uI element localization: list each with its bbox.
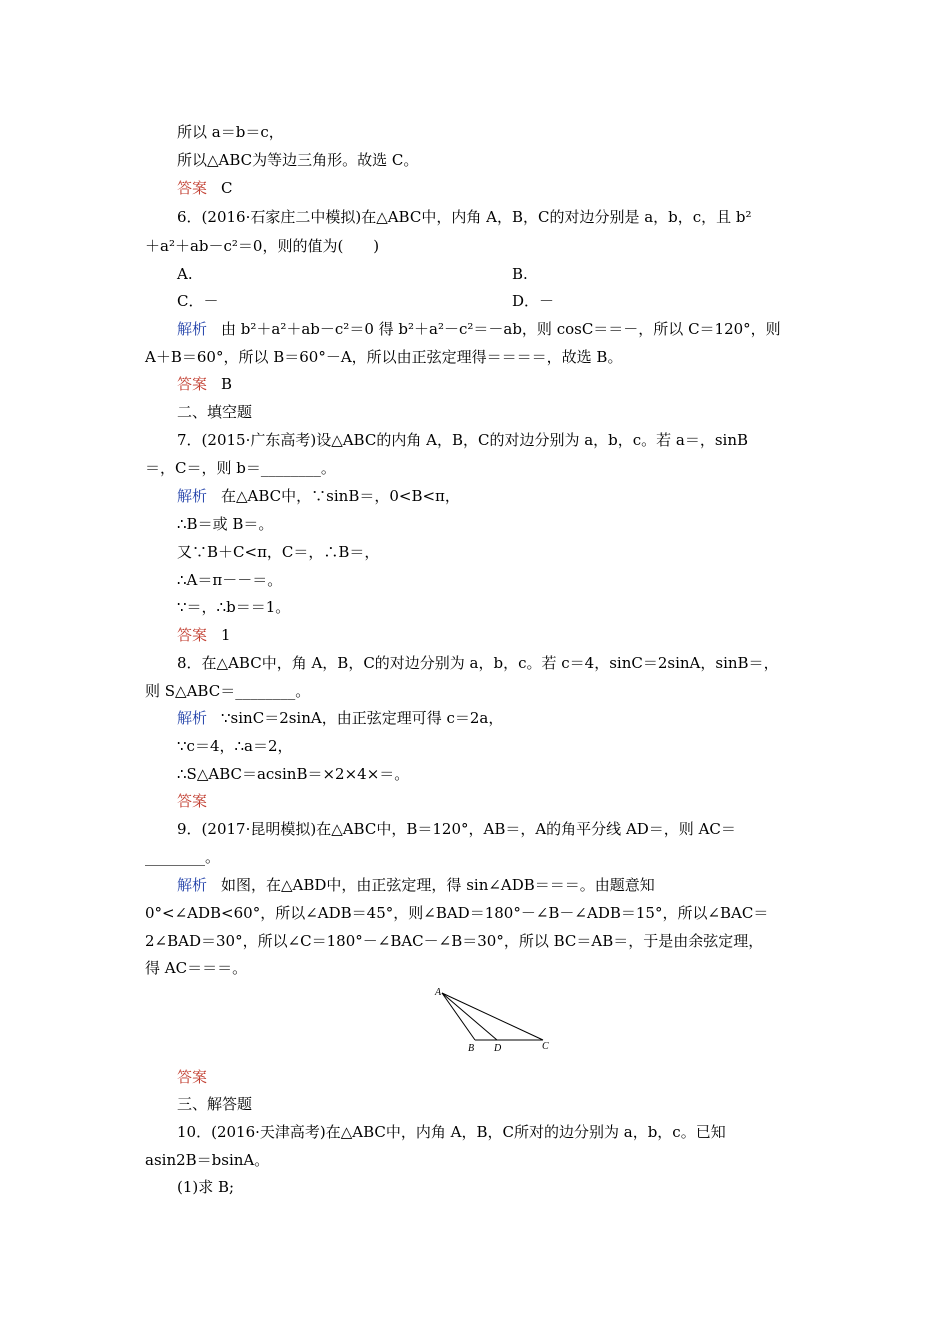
solution-8-line-2: ∵c＝4，∴a＝2，: [177, 737, 293, 755]
question-6-line-1: 6．(2016·石家庄二中模拟)在△ABC中，内角 A，B，C的对边分别是 a，b，c，且 b²: [177, 208, 752, 226]
question-8-line-2: 则 S△ABC＝________。: [145, 682, 311, 700]
question-9-line-2: ________。: [145, 848, 221, 866]
solution-label: 解析: [177, 876, 208, 894]
answer-label: 答案: [177, 179, 208, 197]
solution-8-line-3: ∴S△ABC＝acsinB＝×2×4×＝。: [177, 765, 410, 783]
question-6-line-2: ＋a²＋ab－c²＝0，则的值为( ): [145, 237, 380, 255]
solution-text: 如图，在△ABD中，由正弦定理，得 sin∠ADB＝＝＝。由题意知: [221, 876, 655, 894]
section-heading: 三、解答题: [177, 1095, 253, 1113]
vertex-label-c: C: [542, 1041, 549, 1052]
triangle-figure: [430, 985, 560, 1053]
answer-label: 答案: [177, 1068, 208, 1086]
solution-7-line-4: ∴A＝π－－＝。: [177, 571, 283, 589]
solution-text: 在△ABC中，∵sinB＝，0<B<π，: [221, 487, 460, 505]
options-row: [177, 264, 737, 284]
solution-text: ∵sinC＝2sinA，由正弦定理可得 c＝2a，: [221, 709, 504, 727]
question-7-line-2: ＝，C＝，则 b＝________。: [145, 459, 336, 477]
option-d: D．－: [512, 292, 555, 310]
solution-label: 解析: [177, 487, 208, 505]
question-10-line-3: (1)求 B;: [177, 1178, 235, 1196]
option-c: C．－: [177, 292, 219, 310]
question-7-line-1: 7．(2015·广东高考)设△ABC的内角 A，B，C的对边分别为 a，b，c。若 a＝，sinB: [177, 431, 749, 449]
solution-label: 解析: [177, 320, 208, 338]
answer-value: B: [221, 375, 233, 393]
solution-7-line-5: ∵＝，∴b＝＝1。: [177, 598, 291, 616]
solution-9-line-3: 2∠BAD＝30°，所以∠C＝180°－∠BAC－∠B＝30°，所以 BC＝AB＝，于是由余弦定理，: [145, 932, 764, 950]
options-row: [177, 291, 737, 311]
answer-value: 1: [221, 626, 231, 644]
solution-7-line-3: 又∵B＋C<π，C＝，∴B＝，: [177, 543, 380, 561]
solution-7-line-2: ∴B＝或 B＝。: [177, 515, 274, 533]
solution-9-line-2: 0°<∠ADB<60°，所以∠ADB＝45°，则∠BAD＝180°－∠B－∠ADB＝15°，所以∠BAC＝: [145, 904, 769, 922]
answer-line: [177, 178, 233, 198]
answer-label: 答案: [177, 792, 208, 810]
option-a: A.: [177, 265, 193, 283]
option-b: B.: [512, 265, 528, 283]
vertex-label-d: D: [494, 1043, 502, 1053]
solution-label: 解析: [177, 709, 208, 727]
answer-value: C: [221, 179, 233, 197]
answer-line: [177, 625, 231, 645]
solution-8-line-1: [177, 708, 503, 728]
solution-9-line-1: [177, 875, 655, 895]
answer-line: [177, 374, 232, 394]
solution-6-line-2: A＋B＝60°，所以 B＝60°－A，所以由正弦定理得＝＝＝＝，故选 B。: [145, 348, 623, 366]
segment-ac: [442, 993, 543, 1040]
vertex-label-a: A: [435, 987, 442, 998]
text-line: 所以△ABC为等边三角形。故选 C。: [177, 151, 419, 169]
section-heading: 二、填空题: [177, 403, 253, 421]
vertex-label-b: B: [468, 1043, 475, 1053]
answer-label: 答案: [177, 626, 208, 644]
text-line: 所以 a＝b＝c，: [177, 123, 284, 141]
solution-9-line-4: 得 AC＝＝＝。: [145, 959, 248, 977]
question-10-line-2: asin2B＝bsinA。: [145, 1151, 270, 1169]
solution-text: 由 b²＋a²＋ab－c²＝0 得 b²＋a²－c²＝－ab，则 cosC＝＝－，所以 C＝120°，则: [221, 320, 781, 338]
question-8-line-1: 8．在△ABC中，角 A，B，C的对边分别为 a，b，c。若 c＝4，sinC＝2sinA，sinB＝，: [177, 654, 779, 672]
answer-label: 答案: [177, 375, 208, 393]
solution-6-line-1: [177, 319, 781, 339]
question-10-line-1: 10．(2016·天津高考)在△ABC中，内角 A，B，C所对的边分别为 a，b，c。已知: [177, 1123, 726, 1141]
question-9-line-1: 9．(2017·昆明模拟)在△ABC中，B＝120°，AB＝，A的角平分线 AD＝，则 AC＝: [177, 820, 736, 838]
solution-7-line-1: [177, 486, 460, 506]
